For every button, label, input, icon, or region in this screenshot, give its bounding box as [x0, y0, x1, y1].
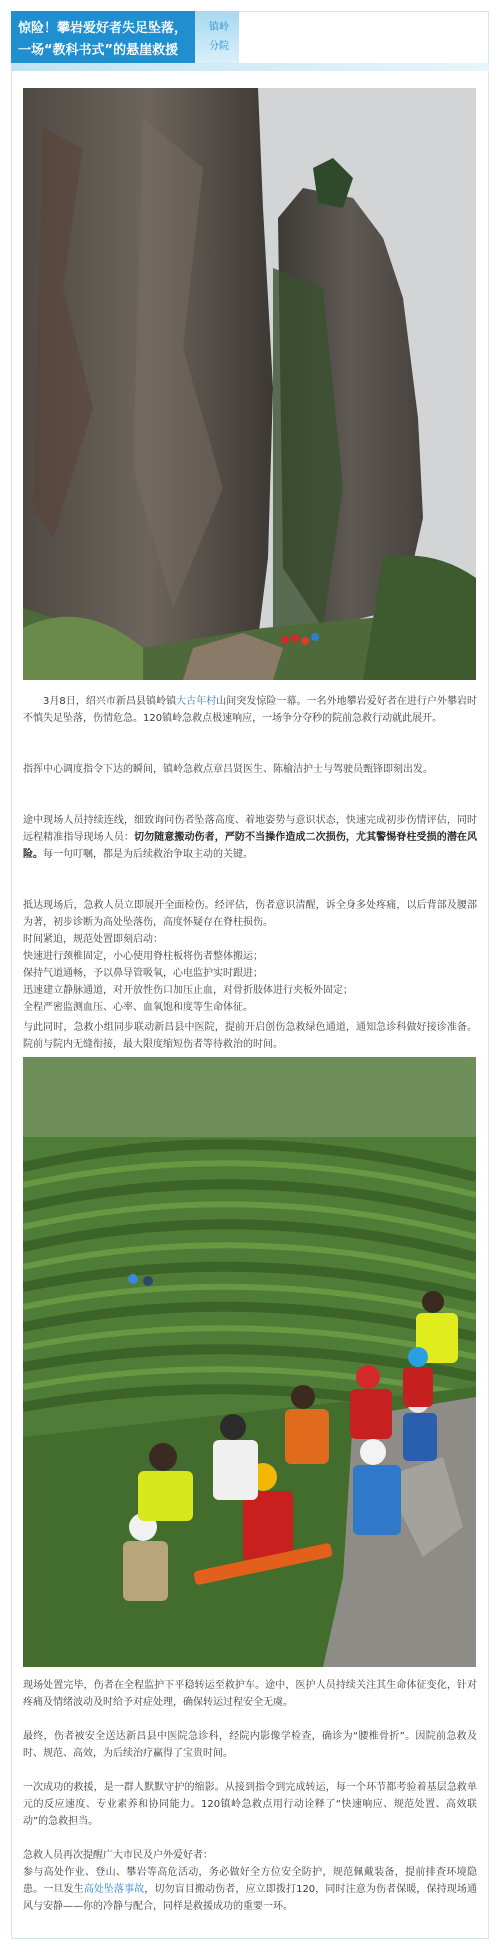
p11-text-b: ，切勿盲目搬动伤者，应立即拨打120，同时注意为伤者保暖，保持现场通风与安静——你的冷静与配合，同样是救援成功的重要一环。 [23, 1884, 477, 1912]
paragraph-4: 抵达现场后，急救人员立即展开全面检伤。经评估，伤者意识清醒，诉全身多处疼痛，以后背部及腰部为著，初步诊断为高处坠落伤，高度怀疑存在脊柱损伤。 [23, 900, 477, 928]
paragraph-8: 最终，伤者被安全送达新昌县中医院急诊科，经院内影像学检查，确诊为“腰椎骨折”。因院前急救及时、规范、高效，为后续治疗赢得了宝贵时间。 [23, 1731, 477, 1759]
fall-accident-link[interactable]: 高处坠落事故 [83, 1884, 145, 1895]
cliff-photo [23, 88, 476, 680]
p3-text-b: 每一句叮嘱，都是为后续救治争取主动的关键。 [43, 849, 253, 860]
tag-line-1: 镇岭 [209, 22, 229, 33]
paragraph-9: 一次成功的救援，是一群人默默守护的缩影。从接到指令到完成转运，每一个环节都考验着基层急救单元的反应速度、专业素养和协同能力。120镇岭急救点用行动诠释了“快速响应、规范处置、高效联动”的急救担当。 [23, 1782, 477, 1827]
p5-line-3: 保持气道通畅，予以鼻导管吸氧，心电监护实时跟进； [23, 968, 263, 979]
paragraph-1 [23, 693, 477, 727]
p5-line-2: 快速进行颈椎固定，小心使用脊柱板将伤者整体搬运； [23, 951, 263, 962]
p3-bold: 切勿随意搬动伤者，严防不当操作造成二次损伤，尤其警惕脊柱受损的潜在风险。 [23, 832, 477, 860]
header-stripe [11, 63, 489, 71]
paragraph-10: 急救人员再次提醒广大市民及户外爱好者： [23, 1850, 213, 1861]
title-line-2: 一场“教科书式”的悬崖救援 [18, 43, 179, 58]
p5-line-5: 全程严密监测血压、心率、血氧饱和度等生命体征。 [23, 1002, 253, 1013]
p3-text-a: 途中现场人员持续连线，细致询问伤者坠落高度、着地姿势与意识状态，快速完成初步伤情评估，同时远程精准指导现场人员： [23, 815, 477, 843]
paragraph-11 [23, 1864, 477, 1915]
p1-text-b: 山间突发惊险一幕。一名外地攀岩爱好者在进行户外攀岩时不慎失足坠落，伤情危急。120镇岭急救点极速响应，一场争分夺秒的院前急救行动就此展开。 [23, 696, 478, 724]
p5-line-1: 时间紧迫，规范处置即刻启动： [23, 934, 163, 945]
village-link[interactable]: 大古年村 [176, 696, 217, 707]
p1-text-a: 3月8日，绍兴市新昌县镇岭镇 [43, 696, 177, 707]
paragraph-3 [23, 812, 477, 863]
tag-text [203, 18, 235, 56]
paragraph-6: 与此同时，急救小组同步联动新昌县中医院，提前开启创伤急救绿色通道，通知急诊科做好接诊准备。院前与院内无缝衔接，最大限度缩短伤者等待救治的时间。 [23, 1022, 477, 1050]
p5-line-4: 迅速建立静脉通道，对开放性伤口加压止血，对骨折肢体进行夹板外固定； [23, 985, 353, 996]
paragraph-5 [23, 931, 477, 1016]
tag-line-2: 分院 [209, 41, 229, 52]
title-line-1: 惊险！攀岩爱好者失足坠落， [18, 21, 188, 36]
article-title [18, 18, 208, 62]
p11-text-a: 参与高处作业、登山、攀岩等高危活动，务必做好全方位安全防护，规范佩戴装备，提前排查环境隐患。一旦发生 [23, 1867, 477, 1895]
paragraph-2: 指挥中心调度指令下达的瞬间，镇岭急救点章吕贤医生、陈榆洁护士与驾驶员甄锋即刻出发。 [23, 764, 433, 775]
paragraph-7: 现场处置完毕，伤者在全程监护下平稳转运至救护车。途中，医护人员持续关注其生命体征变化，针对疼痛及情绪波动及时给予对症处理，确保转运过程安全无虞。 [23, 1680, 477, 1708]
rescue-photo [23, 1057, 476, 1667]
